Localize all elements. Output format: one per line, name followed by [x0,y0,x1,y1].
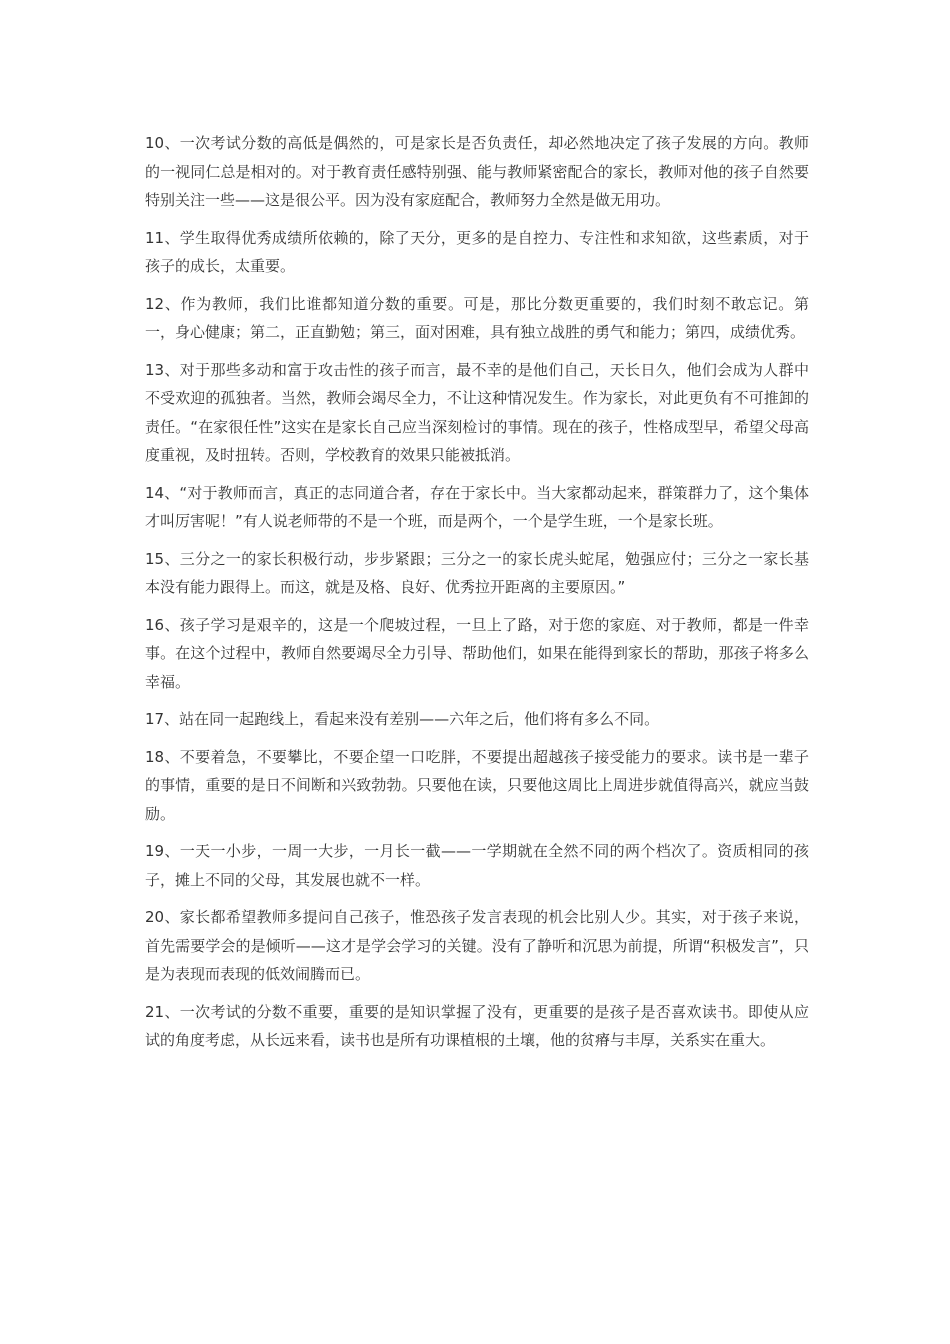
paragraph-20: 20、家长都希望教师多提问自己孩子，惟恐孩子发言表现的机会比别人少。其实，对于孩子来说，首先需要学会的是倾听——这才是学会学习的关键。没有了静听和沉思为前提，所谓“积极发言”，只是为表现而表现的低效闹腾而已。 [145,908,809,983]
paragraph-16: 16、孩子学习是艰辛的，这是一个爬坡过程，一旦上了路，对于您的家庭、对于教师，都是一件幸事。在这个过程中，教师自然要竭尽全力引导、帮助他们，如果在能得到家长的帮助，那孩子将多么幸福。 [145,615,809,691]
paragraph-18: 18、不要着急，不要攀比，不要企望一口吃胖，不要提出超越孩子接受能力的要求。读书是一辈子的事情，重要的是日不间断和兴致勃勃。只要他在读，只要他这周比上周进步就值得高兴，就应当鼓励。 [145,747,809,823]
paragraph-15: 15、三分之一的家长积极行动，步步紧跟；三分之一的家长虎头蛇尾，勉强应付；三分之一家长基本没有能力跟得上。而这，就是及格、良好、优秀拉开距离的主要原因。” [145,549,809,596]
paragraph-14: 14、“对于教师而言，真正的志同道合者，存在于家长中。当大家都动起来，群策群力了，这个集体才叫厉害呢！”有人说老师带的不是一个班，而是两个，一个是学生班，一个是家长班。 [145,483,809,530]
paragraph-17: 17、站在同一起跑线上，看起来没有差别——六年之后，他们将有多么不同。 [145,710,660,728]
paragraph-12: 12、作为教师，我们比谁都知道分数的重要。可是，那比分数更重要的，我们时刻不敢忘记。第一，身心健康；第二，正直勤勉；第三，面对困难，具有独立战胜的勇气和能力；第四，成绩优秀。 [145,294,809,341]
paragraph-13: 13、对于那些多动和富于攻击性的孩子而言，最不幸的是他们自己，天长日久，他们会成为人群中不受欢迎的孤独者。当然，教师会竭尽全力，不让这种情况发生。作为家长，对此更负有不可推卸的责任。“在家很任性”这实在是家长自己应当深刻检讨的事情。现在的孩子，性格成型早，希望父母高度重视，及时扭转。否则，学校教育的效果只能被抵消。 [145,360,809,464]
paragraph-21: 21、一次考试的分数不重要，重要的是知识掌握了没有，更重要的是孩子是否喜欢读书。即使从应试的角度考虑，从长远来看，读书也是所有功课植根的土壤，他的贫瘠与丰厚，关系实在重大。 [145,1002,809,1049]
paragraph-11: 11、学生取得优秀成绩所依赖的，除了天分，更多的是自控力、专注性和求知欲，这些素质，对于孩子的成长，太重要。 [145,228,809,275]
document-body [145,129,809,1064]
paragraph-10: 10、一次考试分数的高低是偶然的，可是家长是否负责任，却必然地决定了孩子发展的方向。教师的一视同仁总是相对的。对于教育责任感特别强、能与教师紧密配合的家长，教师对他的孩子自然要特别关注一些——这是很公平。因为没有家庭配合，教师努力全然是做无用功。 [145,134,809,209]
paragraph-19: 19、一天一小步，一周一大步，一月长一截——一学期就在全然不同的两个档次了。资质相同的孩子，摊上不同的父母，其发展也就不一样。 [145,842,809,889]
